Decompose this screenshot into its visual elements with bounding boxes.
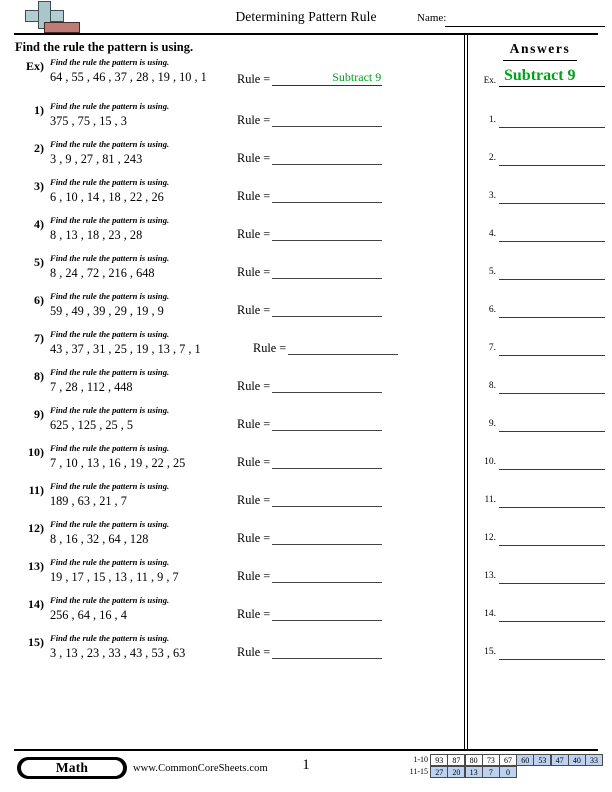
problem-row: [0, 404, 464, 442]
rule-label: Rule =: [237, 607, 271, 621]
rule-label: Rule =: [237, 531, 271, 545]
score-row: [402, 766, 603, 778]
answer-label: 2.: [488, 153, 496, 163]
problem-number: 2): [34, 141, 44, 155]
problem-row-example: [0, 56, 464, 100]
rule-answer-area: [237, 493, 382, 508]
score-cell: 7: [482, 766, 500, 778]
rule-label: Rule =: [237, 417, 271, 431]
problem-prompt: Find the rule the pattern is using.: [50, 519, 170, 529]
problem-body: [50, 480, 230, 510]
answer-line[interactable]: [499, 127, 605, 128]
rule-answer-area: [237, 379, 382, 394]
name-input-line[interactable]: [445, 26, 605, 27]
problem-row: [0, 556, 464, 594]
score-cell: 60: [516, 754, 534, 766]
answer-label: 12.: [484, 533, 496, 543]
rule-answer-area: [237, 455, 382, 470]
problem-number: 6): [34, 293, 44, 307]
rule-answer-area: [237, 113, 382, 128]
problem-prompt: Find the rule the pattern is using.: [50, 253, 170, 263]
answer-line[interactable]: [499, 583, 605, 584]
rule-label: Rule =: [237, 493, 271, 507]
problem-prompt: Find the rule the pattern is using.: [50, 557, 170, 567]
problem-sequence: 43 , 37 , 31 , 25 , 19 , 13 , 7 , 1: [50, 342, 201, 356]
problem-body: [50, 594, 230, 624]
rule-label: Rule =: [237, 151, 271, 165]
problem-row: [0, 594, 464, 632]
score-cell: 93: [430, 754, 448, 766]
rule-answer-area: [237, 569, 382, 584]
answer-label: 7.: [488, 343, 496, 353]
answers-title: Answers: [509, 41, 571, 56]
answer-line[interactable]: [499, 86, 605, 87]
problem-body: [50, 632, 230, 662]
rule-answer-area: [237, 303, 382, 318]
problem-body: [50, 328, 230, 358]
answer-label: 5.: [488, 267, 496, 277]
problem-row: [0, 252, 464, 290]
problem-prompt: Find the rule the pattern is using.: [50, 57, 170, 67]
answer-line[interactable]: [499, 621, 605, 622]
footer-divider: [14, 749, 598, 751]
problem-prompt: Find the rule the pattern is using.: [50, 595, 170, 605]
answer-row: [468, 225, 612, 245]
rule-answer-line[interactable]: [272, 430, 382, 431]
answer-line[interactable]: [499, 203, 605, 204]
answer-row: [468, 301, 612, 321]
problem-sequence: 64 , 55 , 46 , 37 , 28 , 19 , 10 , 1: [50, 70, 207, 84]
rule-answer-area: [237, 227, 382, 242]
answer-line[interactable]: [499, 431, 605, 432]
problem-prompt: Find the rule the pattern is using.: [50, 443, 170, 453]
rule-label: Rule =: [237, 113, 271, 127]
answer-row: [468, 339, 612, 359]
score-cell: 20: [447, 766, 465, 778]
problem-body: [50, 100, 230, 130]
problem-row: [0, 328, 464, 366]
answer-label: Ex.: [483, 75, 496, 85]
problem-body: [50, 56, 230, 86]
score-cell: 47: [551, 754, 569, 766]
rule-answer-area: [237, 645, 382, 660]
answer-row: [468, 263, 612, 283]
problem-row: [0, 366, 464, 404]
answer-row: [468, 377, 612, 397]
rule-answer-area: [237, 151, 382, 166]
problem-row: [0, 518, 464, 556]
rule-answer-line[interactable]: [272, 392, 382, 393]
problem-row: [0, 632, 464, 670]
answer-line[interactable]: [499, 507, 605, 508]
site-url: www.CommonCoreSheets.com: [133, 763, 268, 774]
rule-answer-line[interactable]: [272, 278, 382, 279]
problem-number: 14): [28, 597, 44, 611]
rule-label: Rule =: [237, 227, 271, 241]
answer-label: 15.: [484, 647, 496, 657]
problem-sequence: 59 , 49 , 39 , 29 , 19 , 9: [50, 304, 164, 318]
problem-prompt: Find the rule the pattern is using.: [50, 291, 170, 301]
problem-prompt: Find the rule the pattern is using.: [50, 329, 170, 339]
problem-body: [50, 442, 230, 472]
rule-answer-area: [237, 72, 382, 87]
answer-row: [468, 567, 612, 587]
problem-list: [0, 56, 464, 670]
answer-label: 1.: [488, 115, 496, 125]
answer-line[interactable]: [499, 317, 605, 318]
rule-answer-line[interactable]: [272, 468, 382, 469]
score-range-label: 1-10: [413, 755, 428, 764]
subject-badge-label: Math: [21, 760, 123, 776]
problem-number: 8): [34, 369, 44, 383]
problem-row: [0, 480, 464, 518]
answer-line[interactable]: [499, 393, 605, 394]
rule-answer-area: [237, 531, 382, 546]
rule-answer-line[interactable]: [272, 658, 382, 659]
rule-label: Rule =: [237, 569, 271, 583]
answer-row: [468, 415, 612, 435]
score-cell: 0: [499, 766, 517, 778]
answer-row: [468, 187, 612, 207]
score-cell: 33: [585, 754, 603, 766]
problem-body: [50, 214, 230, 244]
rule-answer-line[interactable]: [272, 126, 382, 127]
problem-number: 9): [34, 407, 44, 421]
worksheet-header: [0, 0, 612, 37]
score-cell: 67: [499, 754, 517, 766]
score-cell: 80: [465, 754, 483, 766]
rule-answer-line[interactable]: [272, 620, 382, 621]
problem-prompt: Find the rule the pattern is using.: [50, 215, 170, 225]
problem-sequence: 3 , 13 , 23 , 33 , 43 , 53 , 63: [50, 646, 186, 660]
answer-label: 13.: [484, 571, 496, 581]
page-title: Determining Pattern Rule: [235, 9, 377, 24]
problem-row: [0, 290, 464, 328]
page-number: 1: [302, 757, 310, 773]
problem-prompt: Find the rule the pattern is using.: [50, 481, 170, 491]
problem-sequence: 8 , 13 , 18 , 23 , 28: [50, 228, 143, 242]
answer-value: Subtract 9: [504, 67, 576, 84]
problem-prompt: Find the rule the pattern is using.: [50, 139, 170, 149]
answer-label: 14.: [484, 609, 496, 619]
score-cell: 13: [465, 766, 483, 778]
problem-body: [50, 138, 230, 168]
rule-answer-line[interactable]: [288, 354, 398, 355]
rule-answer-area: [237, 189, 382, 204]
problem-prompt: Find the rule the pattern is using.: [50, 177, 170, 187]
problem-sequence: 256 , 64 , 16 , 4: [50, 608, 127, 622]
problem-sequence: 625 , 125 , 25 , 5: [50, 418, 134, 432]
problem-row: [0, 138, 464, 176]
score-cell: 40: [568, 754, 586, 766]
score-range-label: 11-15: [409, 767, 428, 776]
rule-label: Rule =: [237, 265, 271, 279]
problem-number: 12): [28, 521, 44, 535]
score-row: [402, 754, 603, 766]
answer-label: 6.: [488, 305, 496, 315]
rule-answer-line[interactable]: [272, 240, 382, 241]
problem-number: 10): [28, 445, 44, 459]
score-cell: 53: [533, 754, 551, 766]
answer-row-example: [468, 67, 612, 87]
answer-label: 10.: [484, 457, 496, 467]
problem-number: 5): [34, 255, 44, 269]
problem-body: [50, 404, 230, 434]
problem-sequence: 19 , 17 , 15 , 13 , 11 , 9 , 7: [50, 570, 179, 584]
rule-label: Rule =: [237, 303, 271, 317]
score-cell: 73: [482, 754, 500, 766]
name-label: Name:: [417, 12, 447, 24]
rule-answer-line[interactable]: [272, 316, 382, 317]
problem-sequence: 189 , 63 , 21 , 7: [50, 494, 127, 508]
answer-line[interactable]: [499, 279, 605, 280]
rule-label: Rule =: [237, 189, 271, 203]
answer-label: 11.: [484, 495, 496, 505]
rule-label: Rule =: [237, 72, 271, 86]
rule-answer-line[interactable]: [272, 85, 382, 86]
rule-answer-area: [237, 417, 382, 432]
rule-answer-area: [237, 265, 382, 280]
problem-body: [50, 176, 230, 206]
problem-sequence: 3 , 9 , 27 , 81 , 243: [50, 152, 143, 166]
rule-label: Rule =: [253, 341, 287, 355]
answer-line[interactable]: [499, 355, 605, 356]
rule-answer-line[interactable]: [272, 202, 382, 203]
rule-answer-value: Subtract 9: [332, 70, 382, 84]
answer-label: 9.: [488, 419, 496, 429]
score-table: [402, 754, 603, 778]
problem-number: 13): [28, 559, 44, 573]
score-cell: 87: [447, 754, 465, 766]
answer-row: [468, 149, 612, 169]
problem-number: Ex): [26, 59, 44, 73]
problem-number: 4): [34, 217, 44, 231]
answer-line[interactable]: [499, 545, 605, 546]
rule-answer-line[interactable]: [272, 544, 382, 545]
problem-number: 1): [34, 103, 44, 117]
answer-row: [468, 111, 612, 131]
problem-prompt: Find the rule the pattern is using.: [50, 633, 170, 643]
problem-row: [0, 442, 464, 480]
answer-line[interactable]: [499, 241, 605, 242]
rule-answer-area: [253, 341, 398, 356]
problem-body: [50, 290, 230, 320]
problem-sequence: 8 , 16 , 32 , 64 , 128: [50, 532, 149, 546]
problem-row: [0, 100, 464, 138]
score-cell: 27: [430, 766, 448, 778]
answer-line[interactable]: [499, 469, 605, 470]
problem-row: [0, 176, 464, 214]
problem-sequence: 375 , 75 , 15 , 3: [50, 114, 127, 128]
problem-prompt: Find the rule the pattern is using.: [50, 367, 170, 377]
problem-number: 3): [34, 179, 44, 193]
answer-row: [468, 453, 612, 473]
problem-prompt: Find the rule the pattern is using.: [50, 405, 170, 415]
instruction-heading: Find the rule the pattern is using.: [15, 40, 194, 54]
problem-sequence: 7 , 28 , 112 , 448: [50, 380, 133, 394]
problem-body: [50, 252, 230, 282]
problem-body: [50, 556, 230, 586]
answers-title-underline: [503, 60, 577, 61]
problem-number: 15): [28, 635, 44, 649]
rule-label: Rule =: [237, 645, 271, 659]
answer-label: 8.: [488, 381, 496, 391]
rule-answer-line[interactable]: [272, 506, 382, 507]
answer-line[interactable]: [499, 165, 605, 166]
answer-label: 3.: [488, 191, 496, 201]
rule-label: Rule =: [237, 379, 271, 393]
answer-row: [468, 643, 612, 663]
problem-number: 7): [34, 331, 44, 345]
problem-sequence: 7 , 10 , 13 , 16 , 19 , 22 , 25: [50, 456, 186, 470]
problem-body: [50, 518, 230, 548]
rule-label: Rule =: [237, 455, 271, 469]
answer-row: [468, 491, 612, 511]
problem-row: [0, 214, 464, 252]
answer-row: [468, 529, 612, 549]
rule-line-wrap: [270, 72, 382, 87]
problem-sequence: 8 , 24 , 72 , 216 , 648: [50, 266, 155, 280]
problem-sequence: 6 , 10 , 14 , 18 , 22 , 26: [50, 190, 164, 204]
rule-answer-line[interactable]: [272, 164, 382, 165]
problem-prompt: Find the rule the pattern is using.: [50, 101, 170, 111]
rule-answer-area: [237, 607, 382, 622]
problem-number: 11): [28, 483, 44, 497]
rule-answer-line[interactable]: [272, 582, 382, 583]
answer-row: [468, 605, 612, 625]
answers-panel: [468, 35, 612, 751]
problem-body: [50, 366, 230, 396]
answer-label: 4.: [488, 229, 496, 239]
answer-line[interactable]: [499, 659, 605, 660]
